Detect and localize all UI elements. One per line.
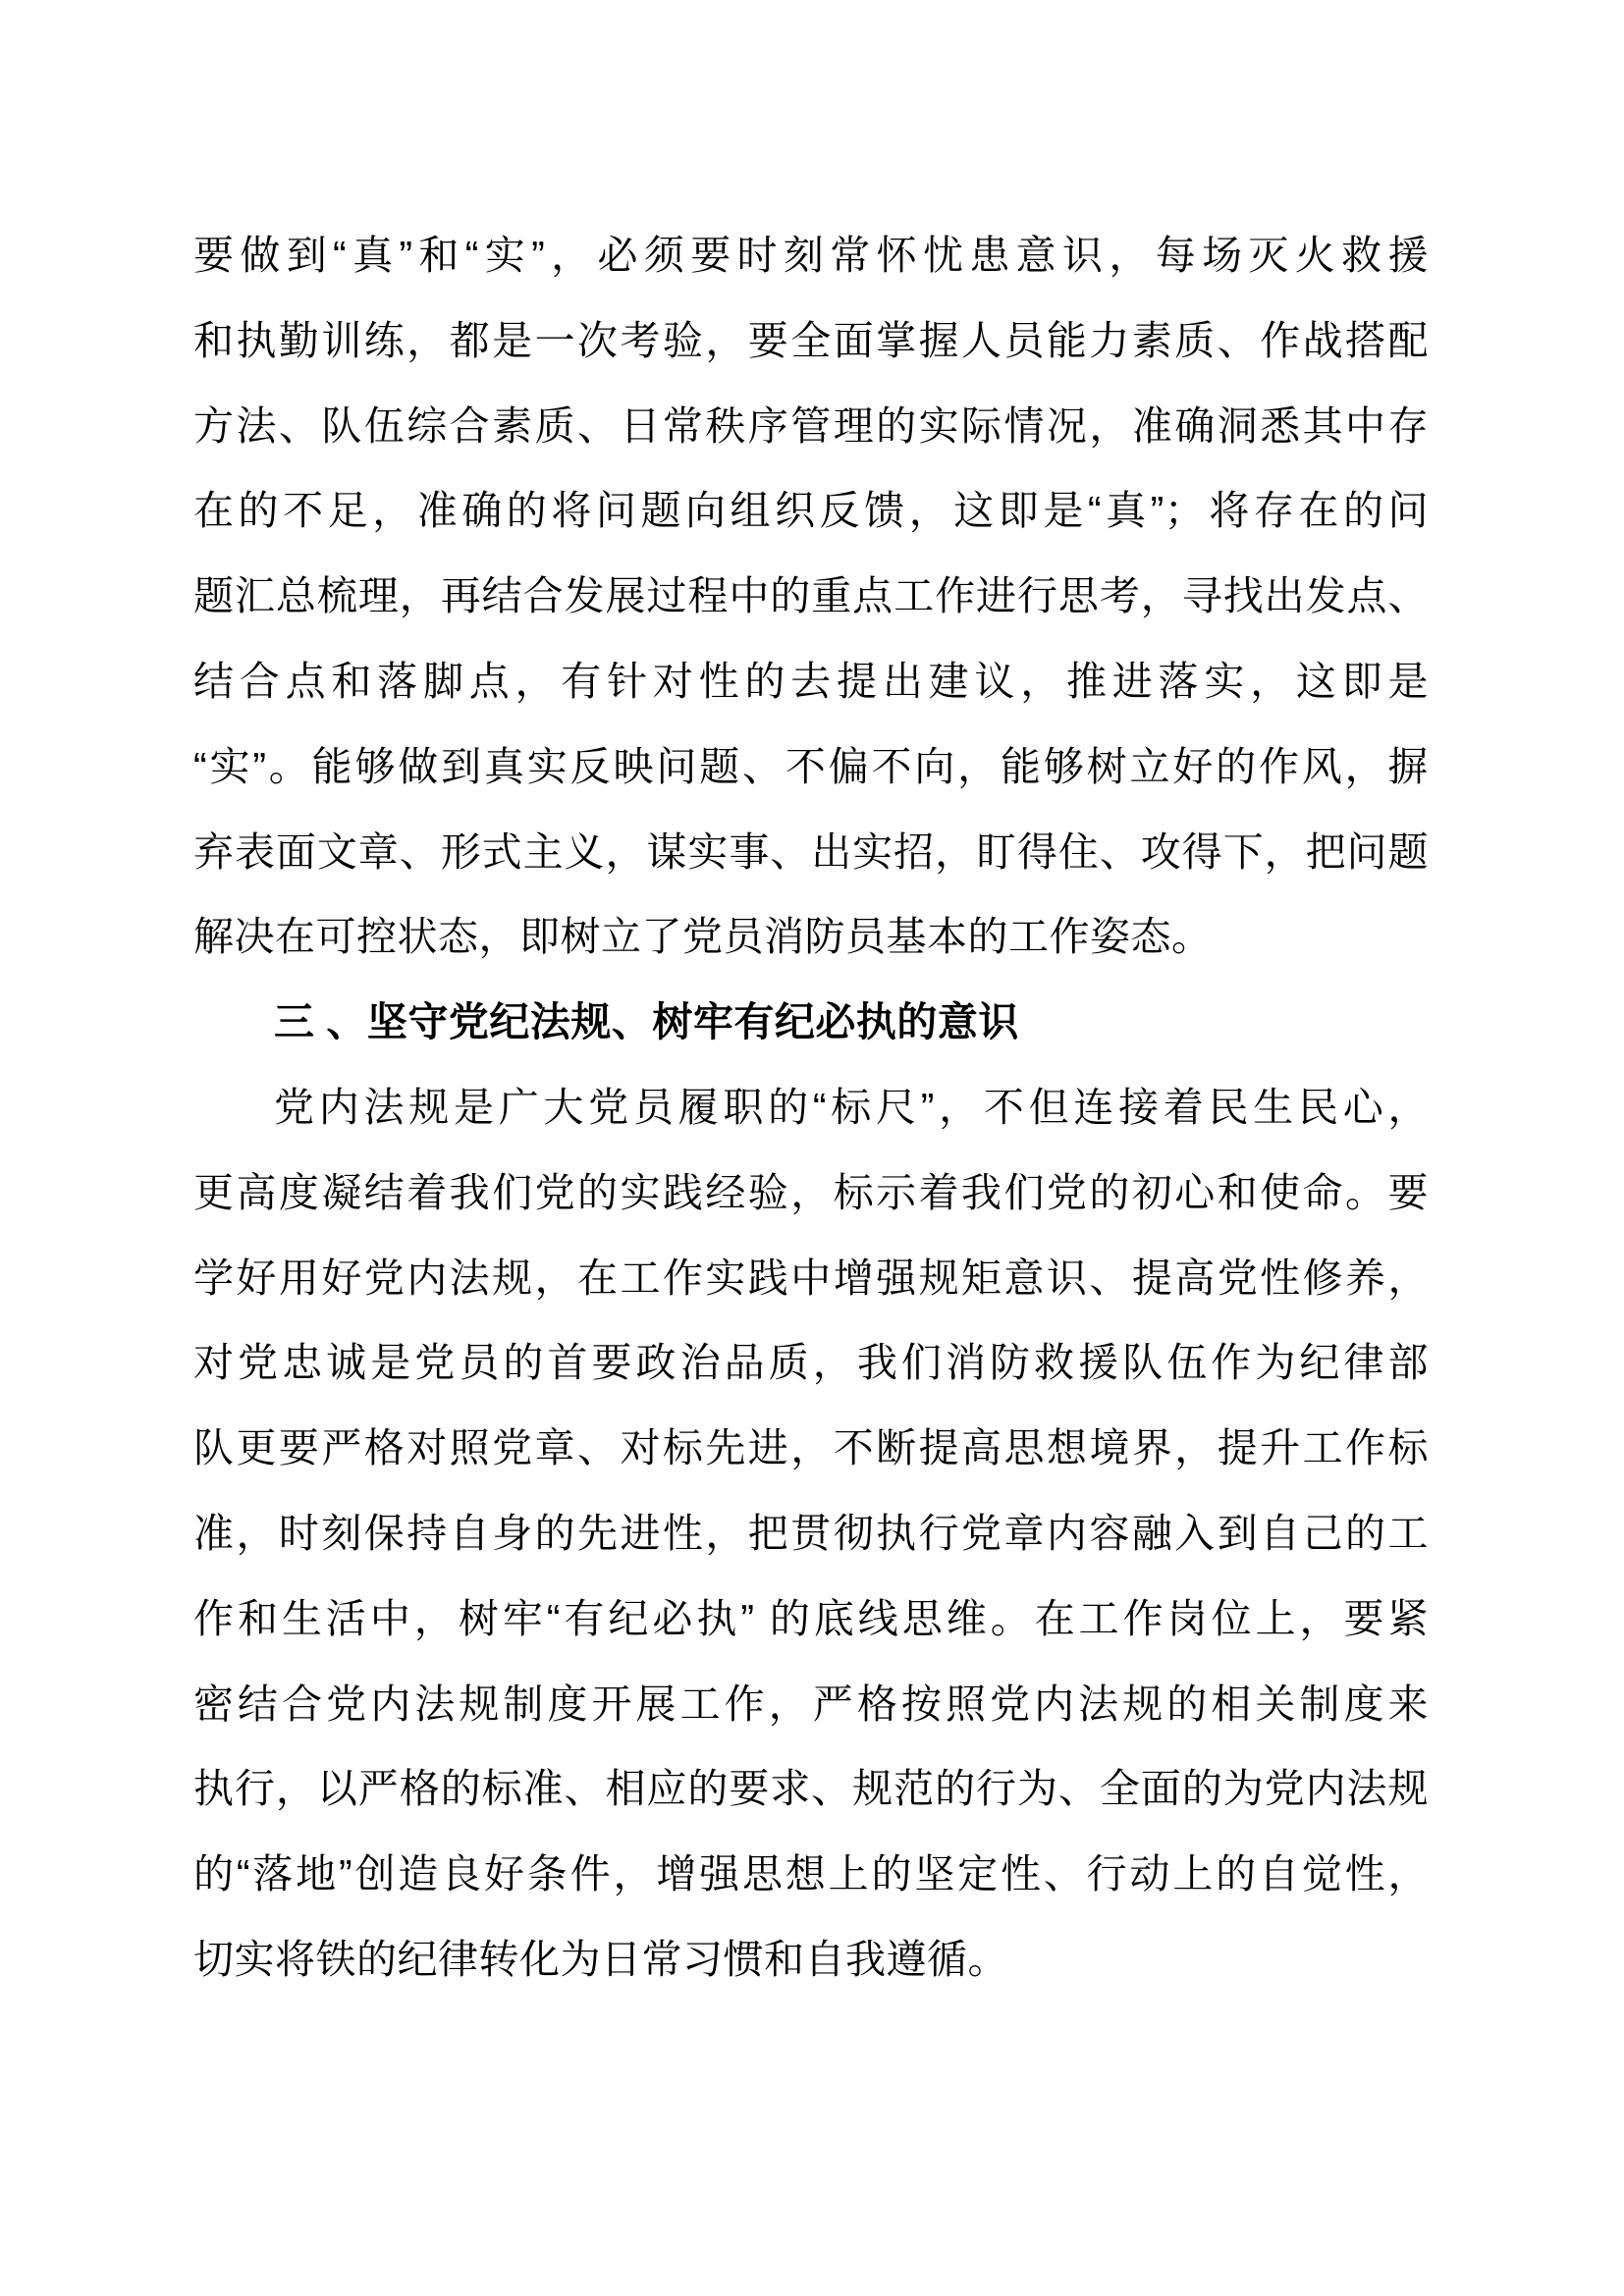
text-line: 解决在可控状态，即树立了党员消防员基本的工作姿态。	[193, 914, 1213, 960]
text-line: 准，时刻保持自身的先进性，把贯彻执行党章内容融入到自己的工	[193, 1510, 1429, 1556]
text-line: 和执勤训练，都是一次考验，要全面掌握人员能力素质、作战搭配	[193, 317, 1429, 363]
text-line: 切实将铁的纪律转化为日常习惯和自我遵循。	[193, 1936, 1008, 1982]
text-line: 对党忠诚是党员的首要政治品质，我们消防救援队伍作为纪律部	[193, 1340, 1429, 1386]
section-heading: 三 、坚守党纪法规、树牢有纪必执的意识	[274, 999, 1019, 1045]
text-line: “实”。能够做到真实反映问题、不偏不向，能够树立好的作风，摒	[193, 743, 1429, 789]
text-line: 方法、队伍综合素质、日常秩序管理的实际情况，准确洞悉其中存	[193, 402, 1429, 449]
text-line: 学好用好党内法规，在工作实践中增强规矩意识、提高党性修养，	[193, 1255, 1429, 1301]
text-line: 结合点和落脚点，有针对性的去提出建议，推进落实，这即是	[193, 658, 1429, 704]
text-line: 要做到“真”和“实”，必须要时刻常怀忧患意识，每场灭火救援	[193, 233, 1429, 278]
text-line: 党内法规是广大党员履职的“标尺”，不但连接着民生民心，	[274, 1084, 1429, 1130]
text-line: 执行，以严格的标准、相应的要求、规范的行为、全面的为党内法规	[193, 1766, 1429, 1812]
text-line: 密结合党内法规制度开展工作，严格按照党内法规的相关制度来	[193, 1681, 1429, 1727]
text-line: 弃表面文章、形式主义，谋实事、出实招，盯得住、攻得下，把问题	[193, 828, 1429, 875]
text-line: 在的不足，准确的将问题向组织反馈，这即是“真”；将存在的问	[193, 488, 1429, 534]
text-line: 更高度凝结着我们党的实践经验，标示着我们党的初心和使命。要	[193, 1169, 1429, 1215]
document-body	[193, 213, 1429, 2002]
text-line: 题汇总梳理，再结合发展过程中的重点工作进行思考，寻找出发点、	[193, 573, 1429, 619]
text-line: 队更要严格对照党章、对标先进，不断提高思想境界，提升工作标	[193, 1425, 1429, 1471]
text-line: 作和生活中，树牢“有纪必执” 的底线思维。在工作岗位上，要紧	[193, 1595, 1429, 1641]
text-line: 的“落地”创造良好条件，增强思想上的坚定性、行动上的自觉性，	[193, 1851, 1429, 1897]
